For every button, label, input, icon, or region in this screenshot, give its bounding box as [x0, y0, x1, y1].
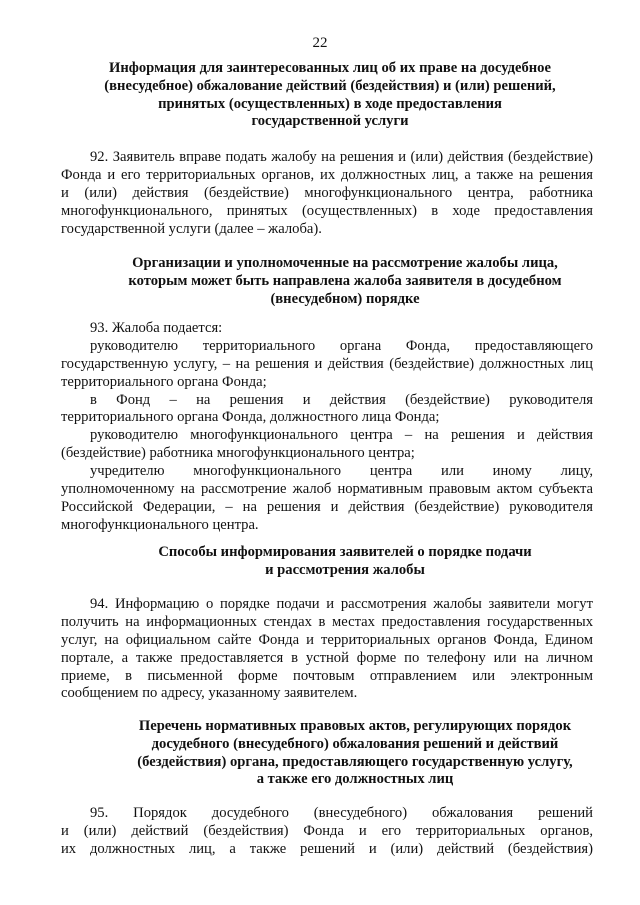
text-line: в Фонд – на решения и действия (бездействие) руководителя [90, 391, 593, 408]
section-heading-organizations [60, 255, 630, 308]
heading-line: (внесудебном) порядке [270, 290, 420, 307]
section-heading-informing [60, 544, 630, 580]
text-line: государственной услуги (далее – жалоба). [61, 220, 322, 237]
heading-line: Перечень нормативных правовых актов, регулирующих порядок [138, 718, 572, 734]
paragraph-93 [61, 320, 593, 535]
text-line: и (или) действий (бездействия) Фонда и его территориальных органов, [61, 822, 593, 839]
text-line: 92. Заявитель вправе подать жалобу на решения и (или) действия (бездействие) [90, 149, 593, 165]
heading-line: государственной услуги [251, 113, 409, 130]
heading-line: принятых (осуществленных) в ходе предоставления [158, 95, 502, 112]
text-line: и (или) действия (бездействие) многофункционального центра, работника [61, 184, 593, 201]
text-line: портале, а также предоставляется в устной форме по телефону или на личном [61, 649, 593, 666]
text-line: учредителю многофункционального центра или иному лицу, [90, 463, 593, 480]
text-line: 94. Информацию о порядке подачи и рассмотрения жалобы заявители могут [90, 596, 593, 612]
heading-line: а также его должностных лиц [256, 771, 454, 788]
text-line: многофункционального, принятых (осуществленных) в ходе предоставления [61, 202, 593, 219]
heading-line: (внесудебное) обжалование действий (бездействия) и (или) решений, [104, 77, 556, 94]
heading-line: Способы информирования заявителей о порядке подачи [158, 544, 532, 560]
text-line: сообщением по адресу, указанному заявителем. [61, 685, 358, 702]
text-line: территориального органа Фонда; [61, 373, 267, 390]
text-line: 93. Жалоба подается: [90, 320, 223, 336]
text-line: территориального органа Фонда, должностного лица Фонда; [61, 409, 440, 426]
paragraph-92 [61, 149, 593, 238]
paragraph-95 [61, 805, 593, 859]
page-number: 22 [312, 35, 328, 51]
text-line: их должностных лиц, а также решений и (или) действий (бездействия) [61, 840, 593, 857]
section-heading-rights [60, 60, 600, 131]
heading-line: и рассмотрения жалобы [265, 561, 425, 578]
text-line: Фонда и его территориальных органов, их должностных лиц, а также на решения [61, 166, 593, 183]
text-line: руководителю многофункционального центра – на решения и действия [90, 427, 593, 444]
text-line: 95. Порядок досудебного (внесудебного) обжалования решений [90, 805, 593, 821]
text-line: многофункционального центра. [61, 516, 259, 533]
text-line: получить на информационных стендах в местах предоставления государственных [61, 613, 593, 630]
text-line: уполномоченному на рассмотрение жалоб нормативным правовым актом субъекта [61, 481, 593, 498]
heading-line: которым может быть направлена жалоба заявителя в досудебном [128, 272, 562, 289]
heading-line: (бездействия) органа, предоставляющего государственную услугу, [137, 753, 573, 770]
heading-line: Информация для заинтересованных лиц об их праве на досудебное [109, 60, 551, 76]
text-line: услуг, на официальном сайте Фонда и территориальных органов Фонда, Едином [61, 631, 593, 648]
heading-line: досудебного (внесудебного) обжалования решений и действий [151, 735, 559, 752]
text-line: государственную услугу, – на решения и действия (бездействие) должностных лиц [61, 355, 593, 372]
text-line: (бездействие) работника многофункционального центра; [61, 445, 415, 462]
paragraph-94 [61, 596, 593, 703]
heading-line: Организации и уполномоченные на рассмотрение жалобы лица, [132, 255, 558, 271]
text-line: приеме, в письменной форме почтовым отправлением или электронным [61, 667, 593, 684]
text-line: Российской Федерации, – на решения и действия (бездействие) руководителя [61, 498, 593, 515]
section-heading-legal-acts [60, 718, 640, 789]
text-line: руководителю территориального органа Фонда, предоставляющего [90, 337, 593, 354]
